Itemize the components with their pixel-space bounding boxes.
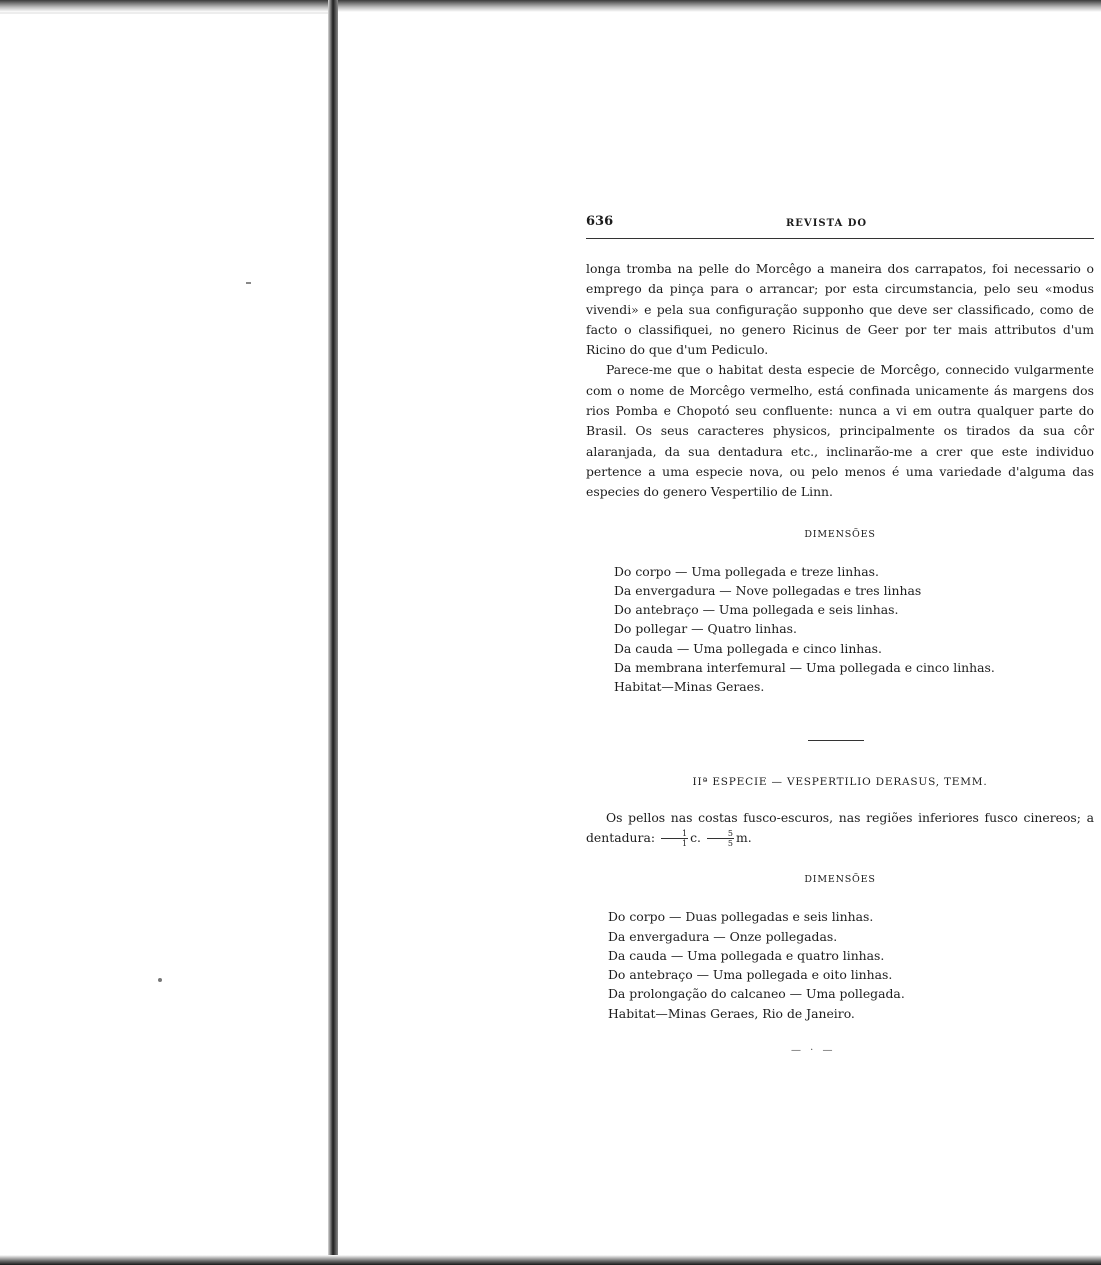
dimension-item: Do antebraço — Uma pollegada e oito linhas. xyxy=(608,967,893,983)
dental-formula-fraction xyxy=(661,829,688,848)
book-gutter-shadow xyxy=(328,0,338,1265)
dimension-item: Do pollegar — Quatro linhas. xyxy=(614,621,797,637)
dimensions-list xyxy=(586,907,1094,1023)
fraction-denominator: 1 xyxy=(681,838,688,848)
section-separator xyxy=(808,740,864,741)
dimension-item: Do antebraço — Uma pollegada e seis linhas. xyxy=(614,602,899,618)
dimensions-heading: DIMENSÕES xyxy=(804,528,876,540)
dimensions-list xyxy=(586,562,1094,697)
scan-fleck xyxy=(158,978,162,982)
fraction-numerator: 1 xyxy=(661,829,688,839)
page-number: 636 xyxy=(586,214,614,229)
running-head: REVISTA DO xyxy=(786,218,868,229)
dimension-item: Da cauda — Uma pollegada e cinco linhas. xyxy=(614,640,882,656)
species-heading: IIª ESPECIE — VESPERTILIO DERASUS, TEMM. xyxy=(692,775,988,788)
formula-text: m. xyxy=(736,829,752,845)
dimensions-heading: DIMENSÕES xyxy=(804,874,876,886)
dimension-item: Do corpo — Duas pollegadas e seis linhas. xyxy=(608,909,874,925)
end-ornament: — · — xyxy=(791,1045,836,1057)
dimension-item: Habitat—Minas Geraes, Rio de Janeiro. xyxy=(608,1005,855,1021)
page-header xyxy=(586,210,1094,239)
paragraph-habitat: Parece-me que o habitat desta especie de Morcêgo, connecido vulgarmente com o nome de Morcêgo vermelho, está confinada unicamente ás margens dos rios Pomba e Chopotó seu confluente: nunca a vi em outra qualquer parte do Brasil. Os seus caracteres physicos, principalmente os tirados da sua côr alaranjada, da sua dentadura etc., inclinarão-me a crer que este individuo pertence a uma especie nova, ou pelo menos é uma variedade d'alguma das especies do genero Vespertilio de Linn. xyxy=(586,362,1094,500)
description-text: Os pellos nas costas fusco-escuros, nas regiões inferiores fusco cinereos; a dentadura: xyxy=(586,809,1094,845)
fraction-numerator: 5 xyxy=(707,829,734,839)
scan-bottom-edge xyxy=(0,1255,1101,1265)
fraction-denominator: 5 xyxy=(727,838,733,848)
dimension-item: Da cauda — Uma pollegada e quatro linhas. xyxy=(608,947,885,963)
page-content xyxy=(586,210,1094,1056)
paragraph-description xyxy=(586,808,1094,849)
dimension-item: Da envergadura — Nove pollegadas e tres linhas xyxy=(614,582,922,598)
dimension-item: Da membrana interfemural — Uma pollegada e cinco linhas. xyxy=(614,660,995,676)
dimension-item: Habitat—Minas Geraes. xyxy=(614,679,765,695)
dimension-item: Do corpo — Uma pollegada e treze linhas. xyxy=(614,563,879,579)
scan-fleck xyxy=(246,282,251,284)
scan-top-edge xyxy=(0,0,1101,12)
dental-formula-fraction xyxy=(707,829,734,848)
formula-text: c. xyxy=(690,829,701,845)
dimension-item: Da envergadura — Onze pollegadas. xyxy=(608,928,838,944)
paragraph-continued: longa tromba na pelle do Morcêgo a maneira dos carrapatos, foi necessario o emprego da pinça para o arrancar; por esta circumstancia, pelo seu «modus vivendi» e pela sua configuração supponho que deve ser classificado, como de facto o classifiquei, no genero Ricinus de Geer por ter mais attributos d'um Ricino do que d'um Pediculo. xyxy=(586,261,1094,358)
dimension-item: Da prolongação do calcaneo — Uma pollegada. xyxy=(608,986,905,1002)
